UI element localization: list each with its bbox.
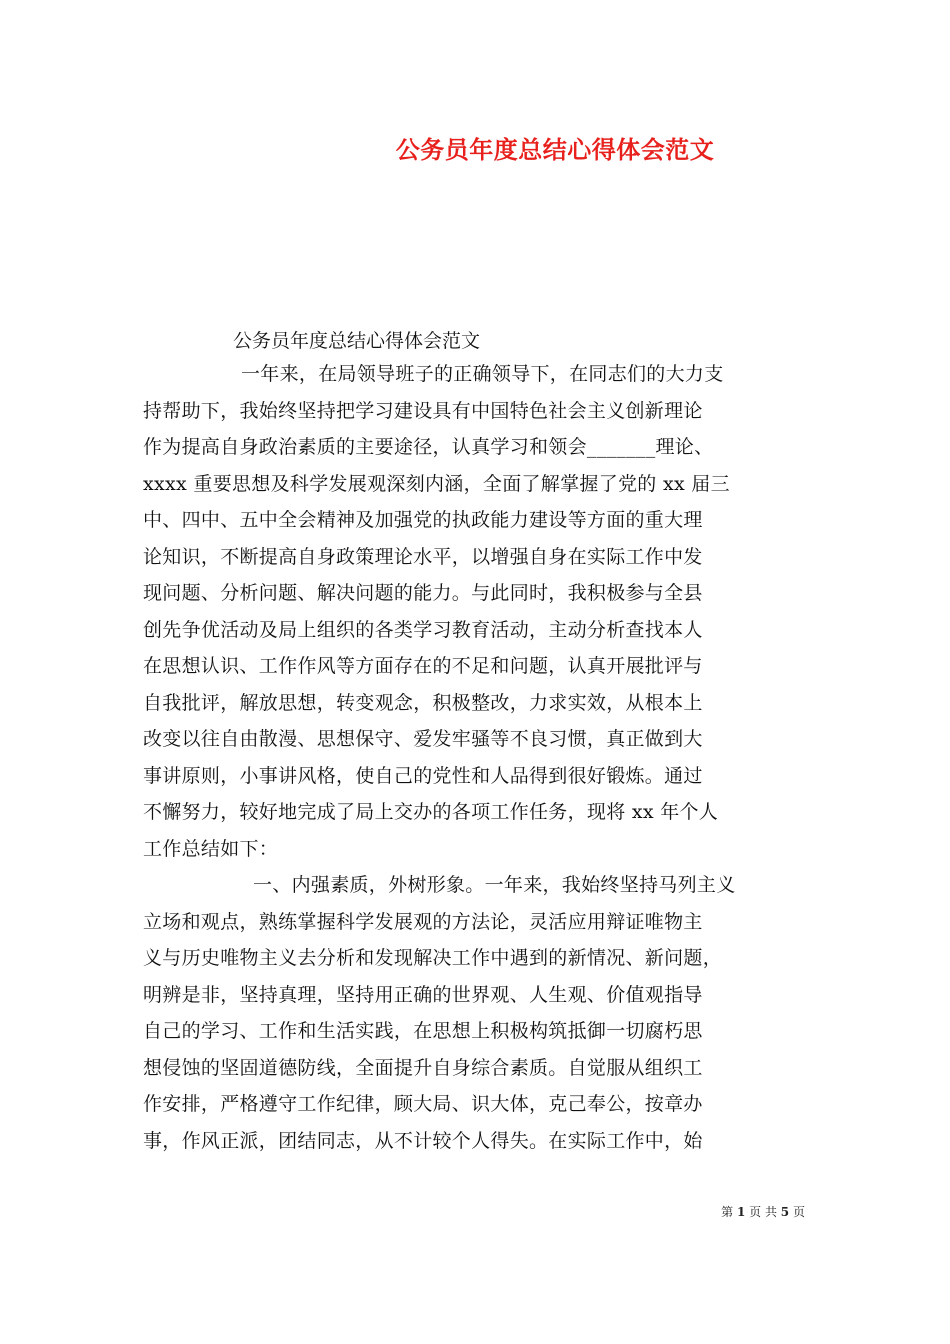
paragraph-line: 想侵蚀的坚固道德防线，全面提升自身综合素质。自觉服从组织工 <box>143 1056 703 1079</box>
total-page-number: 5 <box>780 1205 790 1219</box>
footer-prefix: 第 <box>721 1205 734 1219</box>
paragraph-line: 创先争优活动及局上组织的各类学习教育活动，主动分析查找本人 <box>143 618 703 641</box>
paragraph-line: 现问题、分析问题、解决问题的能力。与此同时，我积极参与全县 <box>143 582 703 604</box>
paragraph-line: 明辨是非，坚持真理，坚持用正确的世界观、人生观、价值观指导 <box>143 983 703 1006</box>
footer-suffix: 页 <box>792 1205 805 1219</box>
paragraph-line: xxxx 重要思想及科学发展观深刻内涵，全面了解掌握了党的 xx 届三 <box>143 472 730 495</box>
paragraph-line: 中、四中、五中全会精神及加强党的执政能力建设等方面的重大理 <box>143 509 703 531</box>
paragraph-line: 作为提高自身政治素质的主要途径，认真学习和领会_______理论、 <box>143 436 714 458</box>
paragraph-line: 持帮助下，我始终坚持把学习建设具有中国特色社会主义创新理论 <box>143 399 703 422</box>
paragraph-line: 事讲原则，小事讲风格，使自己的党性和人品得到很好锻炼。通过 <box>143 764 703 787</box>
current-page-number: 1 <box>736 1205 746 1219</box>
page-footer <box>721 1203 805 1221</box>
paragraph-line: 立场和观点，熟练掌握科学发展观的方法论，灵活应用辩证唯物主 <box>143 910 703 933</box>
paragraph-line: 义与历史唯物主义去分析和发现解决工作中遇到的新情况、新问题， <box>143 947 723 969</box>
paragraph-line: 一年来，在局领导班子的正确领导下，在同志们的大力支 <box>241 363 724 385</box>
document-body <box>143 356 815 1159</box>
paragraph-line: 自己的学习、工作和生活实践，在思想上积极构筑抵御一切腐朽思 <box>143 1020 703 1042</box>
paragraph-line: 在思想认识、工作作风等方面存在的不足和问题，认真开展批评与 <box>143 655 703 677</box>
footer-middle: 页 共 <box>749 1205 777 1219</box>
paragraph-line: 改变以往自由散漫、思想保守、爱发牢骚等不良习惯，真正做到大 <box>143 728 703 750</box>
paragraph-line: 事，作风正派，团结同志，从不计较个人得失。在实际工作中，始 <box>143 1129 703 1152</box>
paragraph-line: 论知识，不断提高自身政策理论水平，以增强自身在实际工作中发 <box>143 545 703 568</box>
document-title: 公务员年度总结心得体会范文 <box>395 136 715 164</box>
paragraph-line: 不懈努力，较好地完成了局上交办的各项工作任务，现将 xx 年个人 <box>143 801 719 823</box>
paragraph-line: 自我批评，解放思想，转变观念，积极整改，力求实效，从根本上 <box>143 691 703 714</box>
paragraph-line: 作安排，严格遵守工作纪律，顾大局、识大体，克己奉公，按章办 <box>143 1093 703 1115</box>
paragraph-line: 一、内强素质，外树形象。一年来，我始终坚持马列主义 <box>253 874 736 896</box>
document-subtitle: 公务员年度总结心得体会范文 <box>233 330 481 352</box>
paragraph-line: 工作总结如下： <box>143 837 279 860</box>
